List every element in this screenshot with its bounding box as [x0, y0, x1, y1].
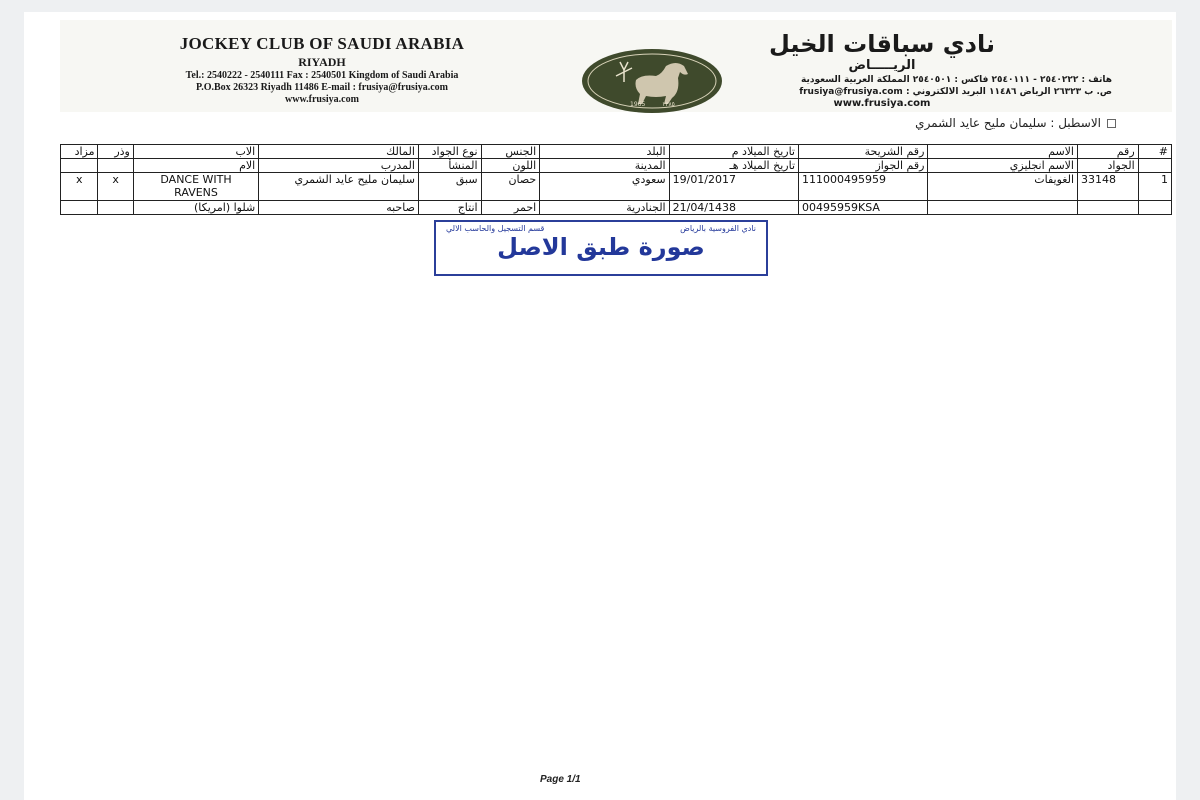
- auction-cell: x: [61, 173, 98, 201]
- header-cell: مزاد: [61, 145, 98, 159]
- header-cell: المنشأ: [418, 159, 481, 173]
- header-cell: المدرب: [259, 159, 419, 173]
- horse-name-cell: الغويفات: [928, 173, 1078, 201]
- page-number: Page 1/1: [540, 774, 581, 785]
- header-cell: [61, 159, 98, 173]
- logo-year-left: 1965: [630, 101, 646, 108]
- passport-cell: 00495959KSA: [799, 201, 928, 215]
- country-cell: سعودي: [540, 173, 669, 201]
- table-header-row-1: [61, 145, 1172, 159]
- stamp-club-text: نادي الفروسية بالرياض: [680, 224, 756, 233]
- color-cell: احمر: [481, 201, 540, 215]
- header-cell: وذر: [98, 145, 133, 159]
- header-cell: الجواد: [1078, 159, 1139, 173]
- letterhead-arabic: [652, 30, 1112, 110]
- birth-date-cell: 19/01/2017: [669, 173, 798, 201]
- horse-type-cell: سبق: [418, 173, 481, 201]
- header-cell: رقم الشريحة: [799, 145, 928, 159]
- contact-english: Tel.: 2540222 - 2540111 Fax : 2540501 Kingdom of Saudi Arabia: [185, 70, 459, 81]
- dam-cell: شلوا (امريكا): [133, 201, 258, 215]
- header-cell: [1138, 159, 1171, 173]
- stable-owner-line: [915, 116, 1116, 130]
- header-cell: المالك: [259, 145, 419, 159]
- header-cell: تاريخ الميلاد هـ: [669, 159, 798, 173]
- header-cell: تاريخ الميلاد م: [669, 145, 798, 159]
- origin-cell: انتاج: [418, 201, 481, 215]
- horse-number-cell: 33148: [1078, 173, 1139, 201]
- table-header-row-2: [61, 159, 1172, 173]
- stamp-department-text: قسم التسجيل والحاسب الالي: [446, 224, 545, 233]
- hijri-birth-date-cell: 21/04/1438: [669, 201, 798, 215]
- wazr-cell: [98, 201, 133, 215]
- certified-copy-stamp: [434, 220, 768, 276]
- header-cell: [98, 159, 133, 173]
- letterhead: [60, 20, 1172, 112]
- stamp-main-text: صورة طبق الاصل: [497, 233, 705, 261]
- header-cell: الاسم: [928, 145, 1078, 159]
- microchip-cell: 111000495959: [799, 173, 928, 201]
- website-arabic: www.frusiya.com: [833, 98, 931, 109]
- header-cell: الاب: [133, 145, 258, 159]
- city-cell: الجنادرية: [540, 201, 669, 215]
- table-row: [61, 173, 1172, 201]
- wazr-cell: x: [98, 173, 133, 201]
- document-page: [24, 12, 1176, 800]
- header-cell: الجنس: [481, 145, 540, 159]
- header-cell: البلد: [540, 145, 669, 159]
- checkbox-icon: [1107, 119, 1116, 128]
- horse-registration-table: [60, 144, 1172, 215]
- horse-number-cell: [1078, 201, 1139, 215]
- stamp-header: [436, 222, 766, 233]
- header-cell: رقم: [1078, 145, 1139, 159]
- website-english: www.frusiya.com: [285, 94, 359, 105]
- header-cell: اللون: [481, 159, 540, 173]
- english-name-cell: [928, 201, 1078, 215]
- trainer-cell: صاحبه: [259, 201, 419, 215]
- city-arabic: الريـــــاض: [848, 58, 916, 73]
- header-cell: المدينة: [540, 159, 669, 173]
- owner-cell: سليمان مليح عايد الشمري: [259, 173, 419, 201]
- row-index-cell: [1138, 201, 1171, 215]
- logo-year-right: ١٣٨٥: [662, 101, 675, 108]
- auction-cell: [61, 201, 98, 215]
- contact-arabic: هاتف : ٢٥٤٠٢٢٢ - ٢٥٤٠١١١ فاكس : ٢٥٤٠٥٠١ المملكة العربية السعودية: [801, 75, 1112, 85]
- club-name-english: JOCKEY CLUB OF SAUDI ARABIA: [179, 34, 465, 53]
- club-name-arabic: نادي سباقات الخيل: [768, 30, 996, 58]
- header-cell: الاسم انجليزي: [928, 159, 1078, 173]
- row-index-cell: 1: [1138, 173, 1171, 201]
- letterhead-english: [112, 34, 532, 106]
- address-arabic: ص. ب ٢٦٣٢٣ الرياض ١١٤٨٦ البريد الالكتروني : frusiya@frusiya.com: [799, 87, 1112, 97]
- address-english: P.O.Box 26323 Riyadh 11486 E-mail : frusiya@frusiya.com: [196, 82, 448, 93]
- sire-cell: DANCE WITH RAVENS: [133, 173, 258, 201]
- table-row: [61, 201, 1172, 215]
- city-english: RIYADH: [298, 55, 346, 69]
- header-cell: #: [1138, 145, 1171, 159]
- stable-owner-text: الاسطبل : سليمان مليح عايد الشمري: [915, 116, 1101, 130]
- header-cell: الام: [133, 159, 258, 173]
- header-cell: نوع الجواد: [418, 145, 481, 159]
- header-cell: رقم الجواز: [799, 159, 928, 173]
- sex-cell: حصان: [481, 173, 540, 201]
